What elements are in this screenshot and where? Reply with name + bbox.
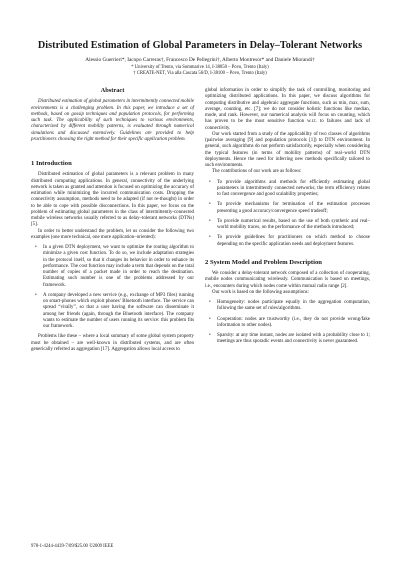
paper-title: Distributed Estimation of Global Parameters in Delay–Tolerant Networks	[37, 40, 363, 51]
section-2-heading: 2 System Model and Problem Description	[205, 258, 322, 266]
section-2-paragraph-2: Our work is based on the following assumptions:	[212, 289, 309, 295]
bullet-icon: •	[35, 245, 37, 250]
bullet-icon: •	[209, 179, 211, 185]
bullet-icon: •	[209, 316, 211, 322]
intro-paragraph-3: Problems like these – where a local summary of some global system property must be obtained – are well-known in distributed systems, and are often generically referred as aggregation [17]. Aggregation allows local access to	[31, 334, 194, 352]
copyright-footer: 978-1-4244-4439-7/09/$25.00 ©2009 IEEE	[31, 544, 114, 549]
list-item	[209, 333, 370, 346]
list-item-text: To provide algorithms and methods for efficiently estimating global parameters in intermittently connected networks; the term efficiency relates to fast convergence and good scalability properties;	[217, 179, 370, 197]
bullet-icon: •	[209, 235, 211, 241]
bullet-icon: •	[209, 218, 211, 224]
right-column	[205, 88, 370, 350]
list-item	[35, 292, 194, 331]
right-paragraph-1: global information in order to simplify the task of controlling, monitoring and optimizing distributed applications. In this paper, we discuss algorithms for computing distributive and algebraic aggregate functions, such as min, max, sum, average, counting, etc. [7]; we do not consider holistic functions like median, mode, and rank. However, our numerical analysis will focus on counting, which has proven to be the most sensitive function w.r.t. to failures and lack of connectivity.	[205, 88, 370, 131]
intro-example-list	[31, 245, 194, 330]
bullet-icon: •	[209, 333, 211, 338]
intro-paragraph-2: In order to better understand the problem, let us consider the following two examples (one more technical, one more application–oriented):	[31, 228, 194, 240]
list-item-text: To provide numerical results, based on the use of both synthetic and real–world mobility traces, on the performance of the methods introduced;	[217, 218, 370, 230]
abstract-text: Distributed estimation of global parameters in intermittently connected mobile environments is a challenging problem. In this paper, we introduce a set of methods, based on gossip techniques and population protocols, for performing such task. The applicability of such techniques to various environments, characterized by different mobility patterns, is evaluated through numerical simulations and discussed extensively. Guidelines are provided to help practitioners choosing the right method for their specific application problem.	[31, 99, 194, 142]
list-item-text: Cooperation: nodes are trustworthy (i.e., they do not provide wrong/fake information to other nodes).	[217, 316, 370, 328]
list-item-text: To provide guidelines for practitioners on which method to choose depending on the specific application needs and deployment features.	[217, 235, 370, 247]
author-list: Alessio Guerrieri*, Iacopo Carreras†, Francesco De Pellegrini†, Alberto Montresor* and Daniele Miorandi†	[85, 57, 315, 63]
list-item-text: A company developed a new service (e.g., exchange of MP3 files) running on smart-phones which exploit phones’ Bluetooth interface. The service can spread “virally”, so that a user having the software can disseminate it among her friends (again, through the Bluetooth interface). The company wants to estimate the number of users running its service: this problem fits our framework.	[43, 292, 194, 329]
bullet-icon: •	[209, 202, 211, 208]
list-item	[209, 235, 370, 248]
left-column	[31, 88, 194, 353]
list-item	[209, 218, 370, 232]
list-item	[209, 179, 370, 199]
affiliation-1: * University of Trento, via Sommarive 14, I-38050 – Povo, Trento (Italy)	[131, 65, 269, 70]
abstract-heading: Abstract	[100, 87, 125, 94]
bullet-icon: •	[209, 300, 211, 305]
right-paragraph-2: Our work started from a study of the applicability of two classes of algorithms (pairwise averaging [9] and population protocols [1]) to DTN environment. In general, such algorithms do not perform satisfactorily, especially when considering the typical features (in terms of mobility patterns) of real–world DTN deployments. Hence the need for inferring new methods specifically tailored to such environments.	[205, 131, 370, 168]
list-item	[209, 300, 370, 313]
bullet-icon: •	[35, 292, 37, 298]
section-2-paragraph-1: We consider a delay-tolerant network composed of a collection of cooperating, mobile nodes communicating wirelessly. Communication is based on meetings, i.e., encounters during which nodes come within mutual radio range [2].	[205, 271, 370, 289]
right-paragraph-3: The contributions of our work are as follows:	[212, 169, 302, 175]
list-item-text: In a given DTN deployment, we want to optimize the routing algorithm to minimize a given cost function. To do so, we include adaptation strategies in the protocol itself, so that it changes its behavior in order to enhance its performance. The cost function may include a term that depends on the total number of copies of a packet made in order to reach the destination. Estimating such number is one of the problems addressed by our framework.	[43, 245, 194, 288]
contributions-list	[205, 180, 370, 248]
intro-heading: 1 Introduction	[31, 160, 72, 167]
list-item	[209, 316, 370, 330]
affiliation-2: † CREATE-NET, Via alla Cascata 56/D, I-38100 – Povo, Trento (Italy)	[133, 71, 267, 76]
list-item-text: Homogeneity: nodes participate equally in the aggregation computation, following the same set of rules/algorithms.	[217, 300, 370, 312]
list-item	[35, 245, 194, 289]
list-item-text: To provide mechanisms for termination of the estimation processes presenting a good accuracy/convergence speed tradeoff;	[217, 202, 370, 214]
list-item-text: Sparsity: at any time instant, nodes are isolated with a probability close to 1; meetings are thus sporadic events and connectivity is never guaranteed.	[217, 333, 370, 345]
list-item	[209, 202, 370, 215]
assumptions-list	[205, 300, 370, 346]
intro-paragraph-1: Distributed estimation of global parameters is a relevant problem in many distributed computing applications. In general, connectivity of the underlying network is taken as granted and attention is focused on optimizing the accuracy of estimation while minimizing the incurred communication costs. Dropping the connectivity assumption, methods need to be adapted (if not re-thought) in order to be able to cope with possible disconnections. In this paper, we focus on the problem of estimating global parameters in the class of intermittently-connected mobile wireless networks usually referred to as delay–tolerant networks (DTNs) [5].	[31, 172, 194, 228]
